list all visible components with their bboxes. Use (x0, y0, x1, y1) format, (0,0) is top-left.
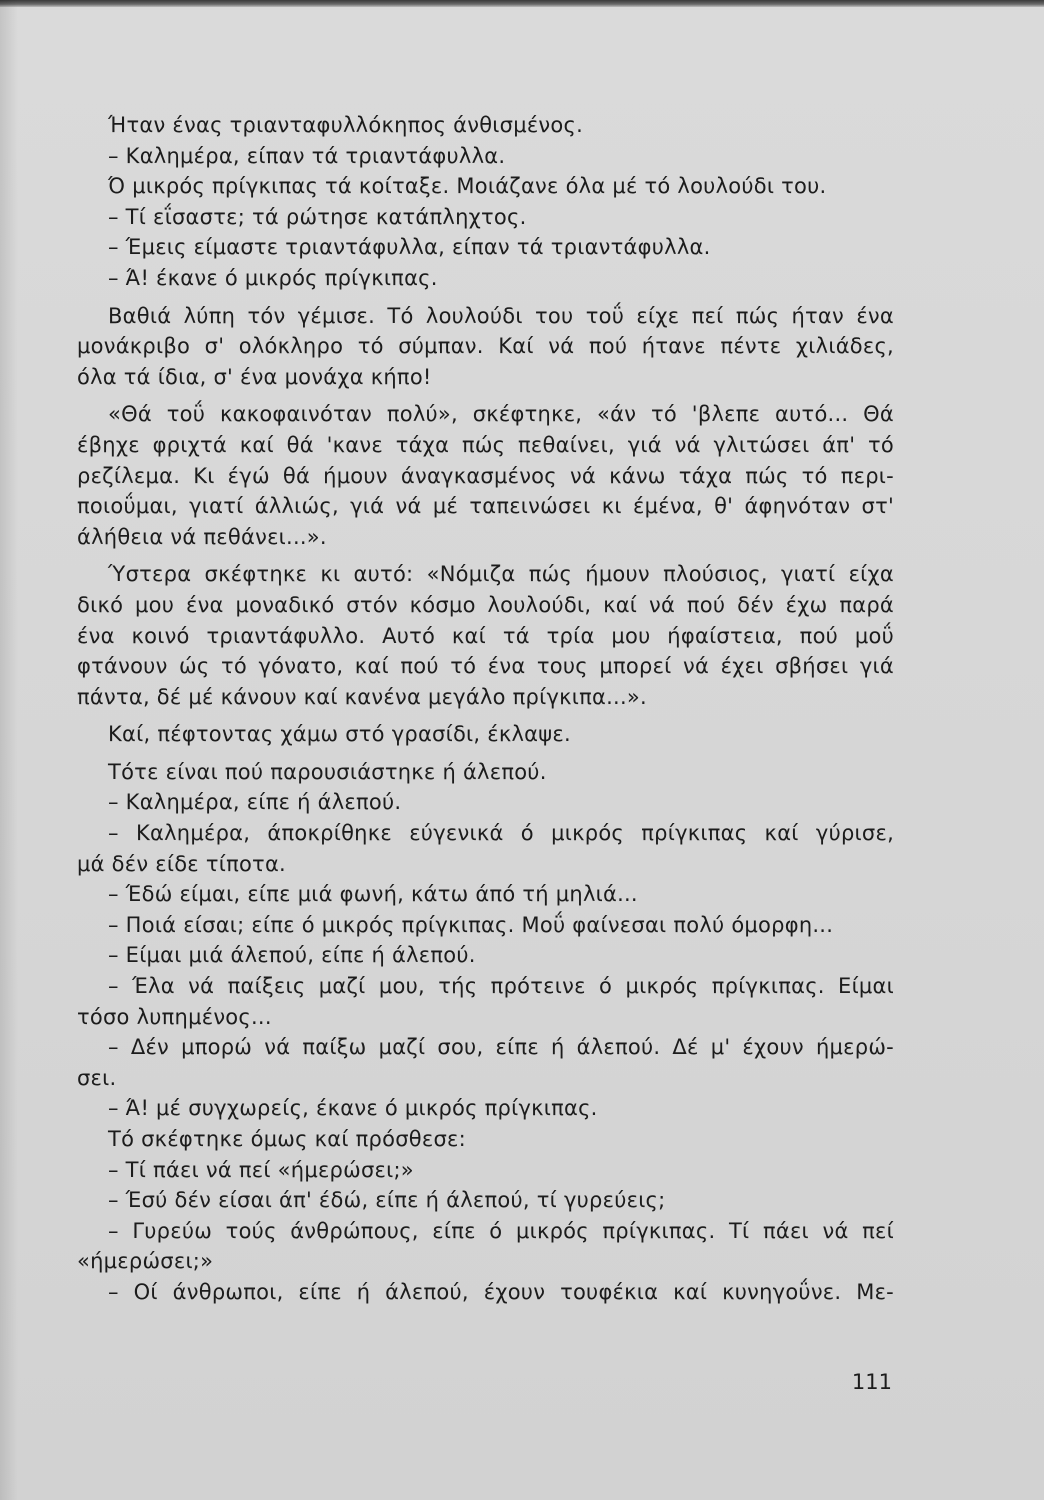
text-line: – Καλημέρα, άποκρίθηκε εύγενικά ό μικρός πρίγκιπας καί γύρισε, (108, 821, 894, 846)
text-line: «ήμερώσει;» (77, 1249, 214, 1274)
text-line: πάντα, δέ μέ κάνουν καί κανένα μεγάλο πρίγκιπα...». (77, 684, 647, 709)
text-line: – Καλημέρα, είπαν τά τριαντάφυλλα. (108, 143, 506, 168)
text-line: όλα τά ίδια, σ' ένα μονάχα κήπο! (77, 364, 432, 389)
text-line: – Γυρεύω τούς άνθρώπους, είπε ό μικρός πρίγκιπας. Τί πάει νά πεί (108, 1218, 894, 1243)
text-line: ποιοΰμαι, γιατί άλλιώς, γιά νά μέ ταπεινώσει κι έμένα, θ' άφηνόταν στ' (77, 494, 894, 519)
page-number: 111 (851, 1370, 892, 1394)
text-line: – Καλημέρα, είπε ή άλεπού. (108, 790, 402, 815)
body-text (77, 110, 894, 1308)
text-line: φτάνουν ώς τό γόνατο, καί πού τό ένα τους μπορεί νά έχει σβήσει γιά (77, 654, 894, 679)
text-line: δικό μου ένα μοναδικό στόν κόσμο λουλούδι, καί νά πού δέν έχω παρά (77, 592, 894, 617)
text-line: – Είμαι μιά άλεπού, είπε ή άλεπού. (108, 943, 476, 968)
text-line: – Ποιά είσαι; είπε ό μικρός πρίγκιπας. Μοΰ φαίνεσαι πολύ όμορφη... (108, 912, 834, 937)
text-line: – Τί πάει νά πεί «ήμερώσει;» (108, 1157, 414, 1182)
text-line: έβηχε φριχτά καί θά 'κανε τάχα πώς πεθαίνει, γιά νά γλιτώσει άπ' τό (77, 432, 894, 457)
text-line: – Οί άνθρωποι, είπε ή άλεπού, έχουν τουφέκια καί κυνηγοΰνε. Με- (108, 1279, 894, 1304)
text-line: τόσο λυπημένος... (77, 1004, 272, 1029)
text-line: Τό σκέφτηκε όμως καί πρόσθεσε: (108, 1127, 466, 1151)
text-line: μονάκριβο σ' ολόκληρο τό σύμπαν. Καί νά πού ήτανε πέντε χιλιάδες, (77, 334, 894, 359)
text-line: – Ά! μέ συγχωρείς, έκανε ό μικρός πρίγκιπας. (108, 1096, 598, 1121)
text-line: – Έδώ είμαι, είπε μιά φωνή, κάτω άπό τή μηλιά... (108, 882, 638, 907)
text-line: – Δέν μπορώ νά παίξω μαζί σου, είπε ή άλεπού. Δέ μ' έχουν ήμερώ- (108, 1035, 894, 1060)
scan-top-edge (0, 0, 1044, 7)
text-line: σει. (77, 1065, 117, 1090)
text-line: Τότε είναι πού παρουσιάστηκε ή άλεπού. (108, 759, 547, 784)
text-line: – Έλα νά παίξεις μαζί μου, τής πρότεινε ό μικρός πρίγκιπας. Είμαι (108, 974, 894, 999)
text-line: Ό μικρός πρίγκιπας τά κοίταξε. Μοιάζανε όλα μέ τό λουλούδι του. (108, 174, 827, 199)
text-line: «Θά τοΰ κακοφαινόταν πολύ», σκέφτηκε, «άν τό 'βλεπε αυτό... Θά (108, 402, 894, 427)
text-line: ένα κοινό τριαντάφυλλο. Αυτό καί τά τρία μου ήφαίστεια, πού μοΰ (77, 623, 894, 648)
text-line: Ύστερα σκέφτηκε κι αυτό: «Νόμιζα πώς ήμουν πλούσιος, γιατί είχα (108, 562, 894, 587)
text-line: Καί, πέφτοντας χάμω στό γρασίδι, έκλαψε. (108, 722, 571, 747)
page-gutter-shadow (0, 0, 18, 1500)
text-line: Ήταν ένας τριανταφυλλόκηπος άνθισμένος. (108, 113, 584, 137)
text-line: – Τί εΐσαστε; τά ρώτησε κατάπληχτος. (108, 204, 527, 229)
text-line: – Ά! έκανε ό μικρός πρίγκιπας. (108, 265, 438, 290)
text-line: ρεζίλεμα. Κι έγώ θά ήμουν άναγκασμένος νά κάνω τάχα πώς τό περι- (77, 463, 894, 488)
text-line: μά δέν είδε τίποτα. (77, 851, 286, 876)
text-line: Βαθιά λύπη τόν γέμισε. Τό λουλούδι του τοΰ είχε πεί πώς ήταν ένα (108, 303, 894, 328)
text-line: – Έσύ δέν είσαι άπ' έδώ, είπε ή άλεπού, τί γυρεύεις; (108, 1188, 666, 1213)
text-line: – Έμεις είμαστε τριαντάφυλλα, είπαν τά τριαντάφυλλα. (108, 235, 711, 260)
text-line: άλήθεια νά πεθάνει...». (77, 524, 327, 549)
